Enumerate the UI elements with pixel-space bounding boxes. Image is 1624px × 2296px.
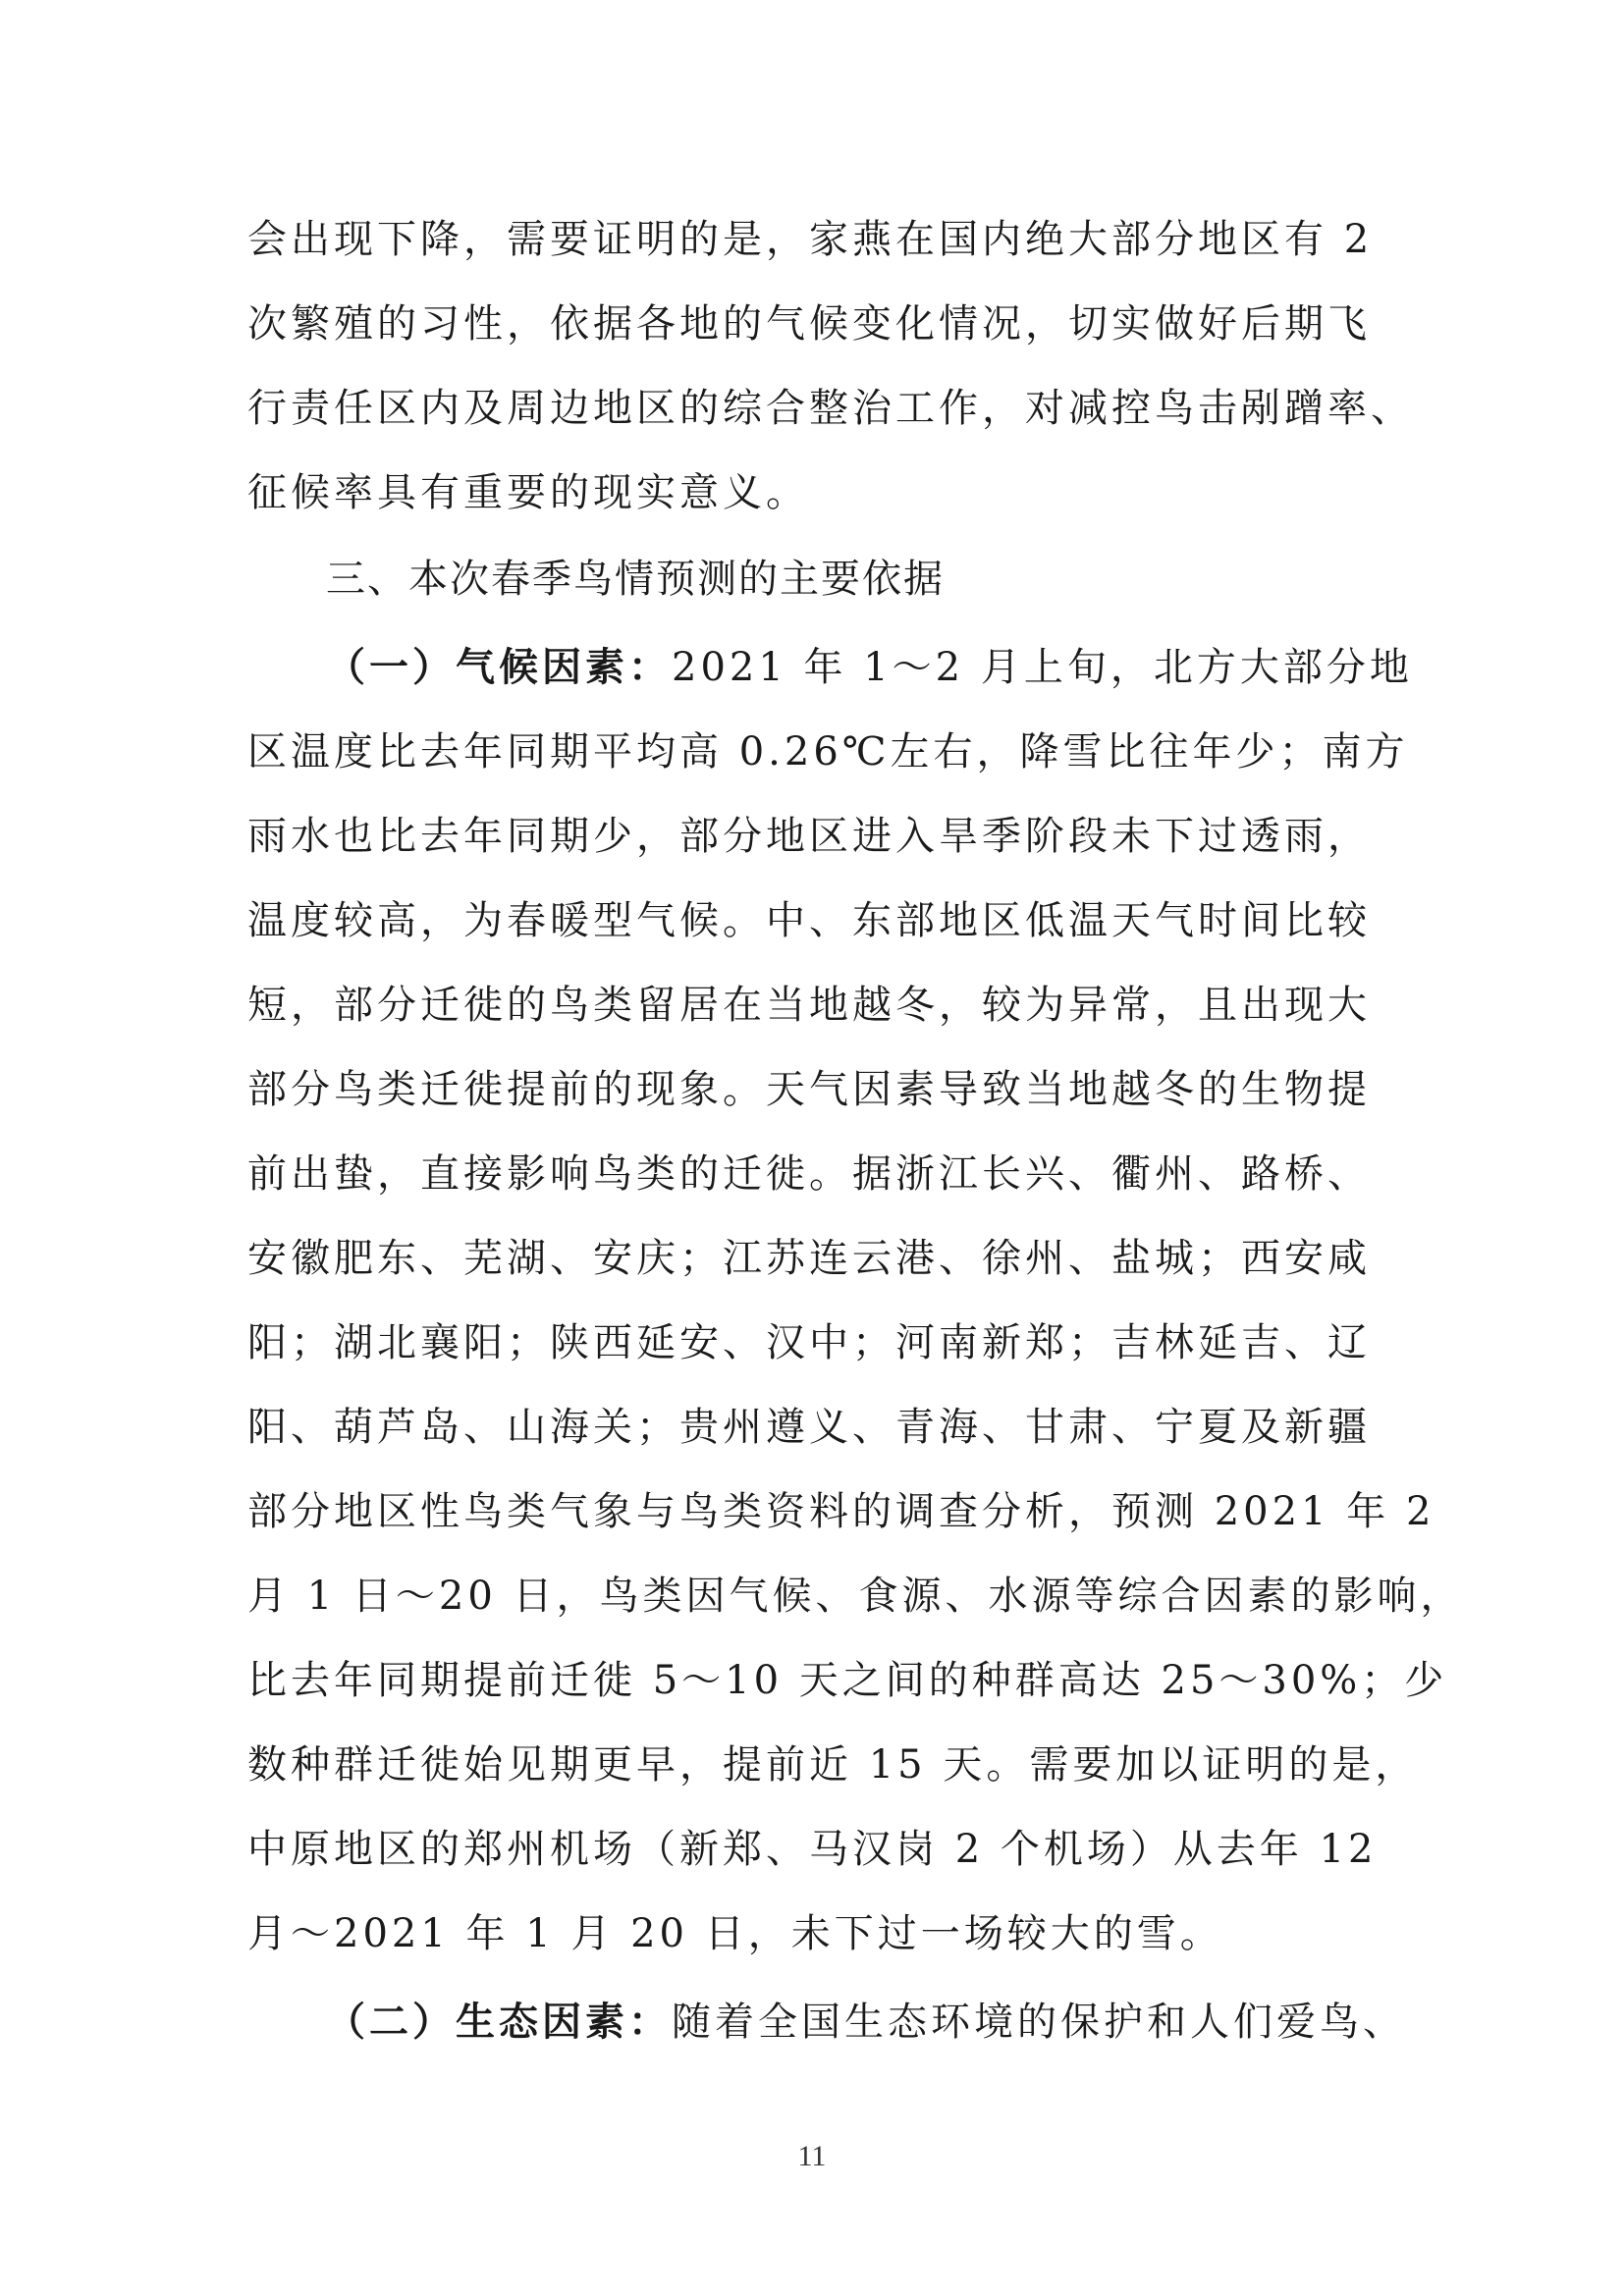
paragraph-line-first [326,638,1413,697]
paragraph-line: 中原地区的郑州机场（新郑、马汉岗 2 个机场）从去年 12 [247,1827,1378,1872]
paragraph-line: 数种群迁徙始见期更早，提前近 15 天。需要加以证明的是， [247,1742,1419,1788]
section-heading: 三、本次春季鸟情预测的主要依据 [326,557,945,602]
paragraph-line-first [326,1993,1406,2052]
paragraph-line: 前出蛰，直接影响鸟类的迁徙。据浙江长兴、衢州、路桥、 [247,1151,1371,1197]
paragraph-line: 区温度比去年同期平均高 0.26℃左右，降雪比往年少；南方 [247,729,1409,774]
paragraph-line: 行责任区内及周边地区的综合整治工作，对减控鸟击剐蹭率、 [247,386,1414,431]
paragraph-line: 月 1 日～20 日，鸟类因气候、食源、水源等综合因素的影响， [247,1574,1464,1619]
paragraph-line: 短，部分迁徙的鸟类留居在当地越冬，较为异常，且出现大 [247,983,1371,1028]
paragraph-line: 阳、葫芦岛、山海关；贵州遵义、青海、甘肃、宁夏及新疆 [247,1405,1371,1450]
paragraph-line: 雨水也比去年同期少，部分地区进入旱季阶段未下过透雨， [247,814,1371,859]
climate-factor-label: （一）气候因素： [326,645,672,690]
page-number: 11 [797,2140,827,2172]
paragraph-line: 部分鸟类迁徙提前的现象。天气因素导致当地越冬的生物提 [247,1067,1371,1112]
climate-first-line-text: 2021 年 1～2 月上旬，北方大部分地 [672,645,1413,690]
paragraph-line: 安徽肥东、芜湖、安庆；江苏连云港、徐州、盐城；西安咸 [247,1236,1371,1281]
paragraph-line: 会出现下降，需要证明的是，家燕在国内绝大部分地区有 2 [247,217,1374,262]
ecology-factor-label: （二）生态因素： [326,2000,672,2045]
paragraph-line: 次繁殖的习性，依据各地的气候变化情况，切实做好后期飞 [247,301,1371,347]
paragraph-line: 部分地区性鸟类气象与鸟类资料的调查分析，预测 2021 年 2 [247,1489,1435,1534]
paragraph-line: 征候率具有重要的现实意义。 [247,470,809,515]
paragraph-line: 阳；湖北襄阳；陕西延安、汉中；河南新郑；吉林延吉、辽 [247,1320,1371,1365]
paragraph-line: 温度较高，为春暖型气候。中、东部地区低温天气时间比较 [247,898,1371,943]
paragraph-line: 月～2021 年 1 月 20 日，未下过一场较大的雪。 [247,1911,1223,1956]
paragraph-line: 比去年同期提前迁徙 5～10 天之间的种群高达 25～30%；少 [247,1658,1448,1703]
ecology-first-line-text: 随着全国生态环境的保护和人们爱鸟、 [672,2000,1406,2045]
